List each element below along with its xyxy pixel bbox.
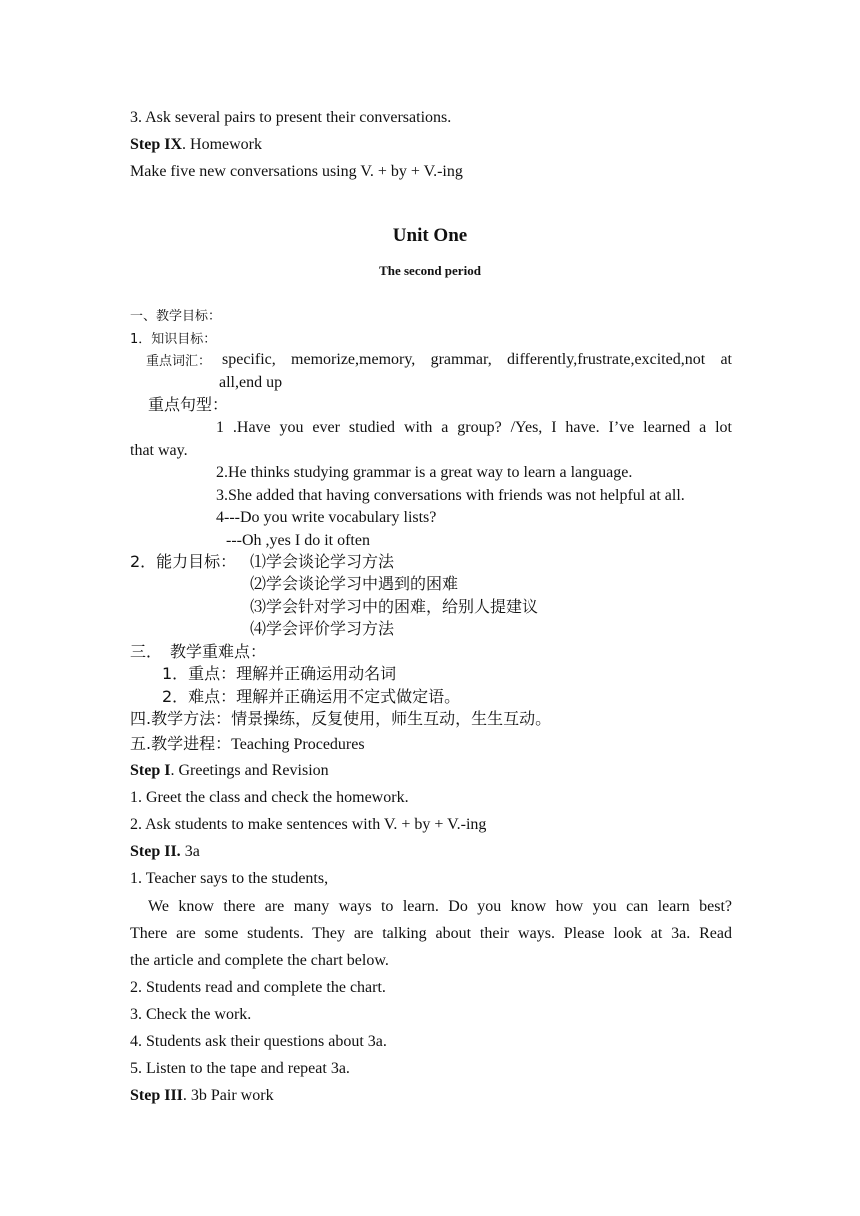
ability-1: ⑴学会谈论学习方法 xyxy=(250,552,395,571)
step-2-title: 3a xyxy=(180,843,200,860)
keypoint-2: 2．难点：理解并正确运用不定式做定语。 xyxy=(162,687,461,706)
keypoint-1: 1．重点：理解并正确运用动名词 xyxy=(162,664,397,683)
step-2-line-1: 1. Teacher says to the students, xyxy=(130,870,329,887)
step-2-line-3: 3. Check the work. xyxy=(130,1006,252,1023)
procedure-label-cn: 五.教学进程： xyxy=(130,734,232,753)
step-2-paragraph-line-1: We know there are many ways to learn. Do you know how you can learn best? xyxy=(148,898,732,915)
sentence-1-line-1: 1 .Have you ever studied with a group? /Yes, I have. I’ve learned a lot xyxy=(216,419,732,436)
ability-3: ⑶学会针对学习中的困难，给别人提建议 xyxy=(250,597,539,616)
step-1-line-2: 2. Ask students to make sentences with V. + by + V.-ing xyxy=(130,816,487,833)
sentence-4: 4---Do you write vocabulary lists? xyxy=(216,509,437,526)
step-1-line-1: 1. Greet the class and check the homework. xyxy=(130,789,409,806)
ability-objective-label: 2．能力目标： xyxy=(130,552,237,571)
teaching-method: 四.教学方法：情景操练，反复使用，师生互动，生生互动。 xyxy=(130,709,552,728)
step-2-line-2: 2. Students read and complete the chart. xyxy=(130,979,386,996)
procedure-label-en: Teaching Procedures xyxy=(231,736,365,753)
sentence-2: 2.He thinks studying grammar is a great way to learn a language. xyxy=(216,464,633,481)
step-2-line-4: 4. Students ask their questions about 3a. xyxy=(130,1033,387,1050)
step-3-title: . 3b Pair work xyxy=(182,1087,274,1104)
sentences-label: 重点句型： xyxy=(148,395,229,414)
step-3-heading xyxy=(130,1086,274,1106)
step-9-heading xyxy=(130,135,262,155)
step-2-heading xyxy=(130,842,200,862)
step-3-label: Step III xyxy=(130,1087,183,1104)
sentence-4-answer: ---Oh ,yes I do it often xyxy=(226,532,370,549)
sentence-3: 3.She added that having conversations with friends was not helpful at all. xyxy=(216,487,685,504)
vocab-line-2: all,end up xyxy=(219,374,283,391)
step-2-paragraph-line-3: the article and complete the chart below. xyxy=(130,952,389,969)
step-1-label: Step I xyxy=(130,762,171,779)
step-9-title: . Homework xyxy=(182,136,262,153)
ability-4: ⑷学会评价学习方法 xyxy=(250,619,395,638)
step-2-paragraph-line-2: There are some students. They are talking about their ways. Please look at 3a. Read xyxy=(130,925,732,942)
step-2-label: Step II. xyxy=(130,843,181,860)
keypoints-heading: 三． 教学重难点： xyxy=(130,642,267,661)
step-2-line-5: 5. Listen to the tape and repeat 3a. xyxy=(130,1060,350,1077)
vocab-line-1: specific, memorize,memory, grammar, differently,frustrate,excited,not at xyxy=(222,351,732,368)
homework-line: Make five new conversations using V. + by + V.-ing xyxy=(130,163,463,180)
period-subtitle: The second period xyxy=(379,263,481,278)
prev-line-1: 3. Ask several pairs to present their conversations. xyxy=(130,109,452,126)
step-1-title: . Greetings and Revision xyxy=(170,762,329,779)
ability-2: ⑵学会谈论学习中遇到的困难 xyxy=(250,574,459,593)
vocab-label: 重点词汇： xyxy=(146,354,212,369)
knowledge-objective-label: 1．知识目标： xyxy=(130,332,217,347)
sentence-1-line-2: that way. xyxy=(130,442,188,459)
unit-title: Unit One xyxy=(392,225,468,246)
procedure-heading xyxy=(130,734,365,755)
step-9-label: Step IX xyxy=(130,136,183,153)
step-1-heading xyxy=(130,761,329,781)
objectives-heading: 一、教学目标： xyxy=(130,309,222,324)
